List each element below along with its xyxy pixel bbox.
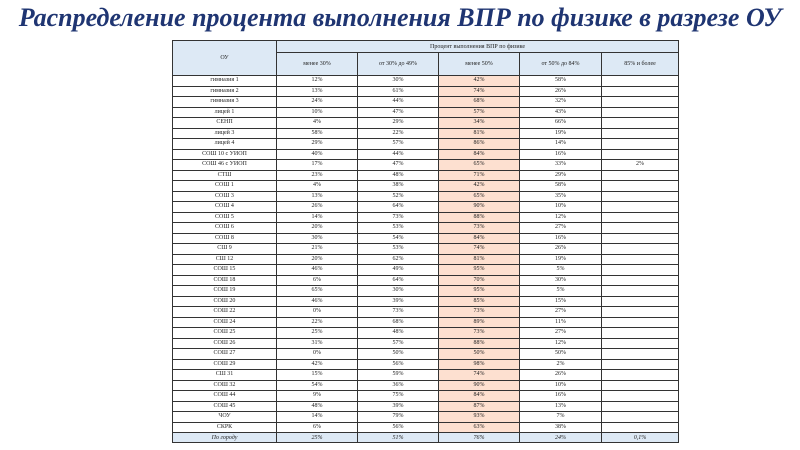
value-cell: 4%	[277, 181, 358, 192]
total-cell: 51%	[358, 433, 439, 443]
table-row	[173, 149, 679, 160]
value-cell	[602, 149, 679, 160]
value-cell: 0%	[277, 307, 358, 318]
value-cell	[602, 370, 679, 381]
value-cell: 29%	[358, 118, 439, 129]
value-cell	[602, 275, 679, 286]
value-cell: 9%	[277, 391, 358, 402]
value-cell	[602, 139, 679, 150]
page-title: Распределение процента выполнения ВПР по физике в разрезе ОУ	[18, 3, 782, 32]
table-row	[173, 349, 679, 360]
value-cell: 27%	[520, 328, 602, 339]
value-cell: 90%	[439, 380, 520, 391]
value-cell: 50%	[520, 349, 602, 360]
value-cell	[602, 349, 679, 360]
value-cell: 17%	[277, 160, 358, 171]
value-cell: 74%	[439, 86, 520, 97]
value-cell	[602, 338, 679, 349]
value-cell: 59%	[358, 370, 439, 381]
value-cell: 50%	[358, 349, 439, 360]
value-cell: 73%	[358, 212, 439, 223]
value-cell: 64%	[358, 202, 439, 213]
value-cell: 68%	[358, 317, 439, 328]
value-cell: 85%	[439, 296, 520, 307]
value-cell: 5%	[520, 286, 602, 297]
value-cell	[602, 76, 679, 87]
value-cell: 68%	[439, 97, 520, 108]
value-cell: 21%	[277, 244, 358, 255]
value-cell: 65%	[439, 191, 520, 202]
value-cell: 13%	[520, 401, 602, 412]
table-row	[173, 97, 679, 108]
school-name-cell: СЕНП	[173, 118, 277, 129]
value-cell: 95%	[439, 286, 520, 297]
value-cell: 22%	[277, 317, 358, 328]
value-cell: 26%	[520, 370, 602, 381]
value-cell	[602, 265, 679, 276]
value-cell	[602, 118, 679, 129]
value-cell: 15%	[520, 296, 602, 307]
school-name-cell: СШ 31	[173, 370, 277, 381]
table-row	[173, 118, 679, 129]
value-cell: 12%	[520, 212, 602, 223]
value-cell: 20%	[277, 223, 358, 234]
value-cell: 58%	[277, 128, 358, 139]
value-cell: 47%	[358, 160, 439, 171]
value-cell	[602, 296, 679, 307]
value-cell: 57%	[439, 107, 520, 118]
school-name-cell: гимназия 3	[173, 97, 277, 108]
value-cell: 88%	[439, 212, 520, 223]
table-row	[173, 370, 679, 381]
value-cell	[602, 328, 679, 339]
school-name-cell: СОШ 6	[173, 223, 277, 234]
value-cell: 29%	[520, 170, 602, 181]
school-name-cell: гимназия 1	[173, 76, 277, 87]
value-cell: 27%	[520, 223, 602, 234]
value-cell: 16%	[520, 391, 602, 402]
value-cell: 19%	[520, 128, 602, 139]
school-name-cell: СОШ 15	[173, 265, 277, 276]
value-cell	[602, 254, 679, 265]
value-cell: 81%	[439, 128, 520, 139]
value-cell: 61%	[358, 86, 439, 97]
value-cell: 57%	[358, 139, 439, 150]
school-name-cell: СОШ 10 с УИОП	[173, 149, 277, 160]
table-row	[173, 212, 679, 223]
school-name-cell: гимназия 2	[173, 86, 277, 97]
value-cell: 2%	[602, 160, 679, 171]
value-cell: 73%	[439, 328, 520, 339]
school-name-cell: СОШ 44	[173, 391, 277, 402]
value-cell: 12%	[520, 338, 602, 349]
value-cell: 30%	[520, 275, 602, 286]
value-cell: 24%	[277, 97, 358, 108]
header-col: от 50% до 84%	[520, 53, 602, 76]
value-cell: 88%	[439, 338, 520, 349]
value-cell: 74%	[439, 370, 520, 381]
value-cell: 30%	[277, 233, 358, 244]
value-cell	[602, 401, 679, 412]
table-row	[173, 223, 679, 234]
value-cell: 39%	[358, 401, 439, 412]
value-cell: 58%	[520, 181, 602, 192]
value-cell	[602, 181, 679, 192]
value-cell: 98%	[439, 359, 520, 370]
table-row	[173, 275, 679, 286]
table-row	[173, 107, 679, 118]
value-cell: 56%	[358, 422, 439, 433]
table-row	[173, 76, 679, 87]
value-cell: 75%	[358, 391, 439, 402]
total-cell: По городу	[173, 433, 277, 443]
value-cell: 63%	[439, 422, 520, 433]
header-col: менее 50%	[439, 53, 520, 76]
value-cell: 84%	[439, 149, 520, 160]
value-cell	[602, 380, 679, 391]
school-name-cell: лицей 1	[173, 107, 277, 118]
school-name-cell: СОШ 22	[173, 307, 277, 318]
table-row	[173, 286, 679, 297]
school-name-cell: СОШ 25	[173, 328, 277, 339]
total-cell: 0,1%	[602, 433, 679, 443]
school-name-cell: СОШ 29	[173, 359, 277, 370]
value-cell: 86%	[439, 139, 520, 150]
value-cell: 10%	[520, 380, 602, 391]
value-cell	[602, 170, 679, 181]
school-name-cell: СОШ 20	[173, 296, 277, 307]
total-cell: 76%	[439, 433, 520, 443]
value-cell: 29%	[277, 139, 358, 150]
value-cell: 89%	[439, 317, 520, 328]
table-row	[173, 86, 679, 97]
table-row	[173, 412, 679, 423]
table-row	[173, 254, 679, 265]
total-cell: 24%	[520, 433, 602, 443]
total-cell: 25%	[277, 433, 358, 443]
value-cell	[602, 202, 679, 213]
table-row	[173, 265, 679, 276]
value-cell: 31%	[277, 338, 358, 349]
value-cell: 84%	[439, 233, 520, 244]
school-name-cell: СОШ 18	[173, 275, 277, 286]
school-name-cell: СОШ 3	[173, 191, 277, 202]
value-cell: 54%	[277, 380, 358, 391]
value-cell: 30%	[358, 286, 439, 297]
value-cell: 14%	[520, 139, 602, 150]
value-cell	[602, 191, 679, 202]
school-name-cell: СОШ 45	[173, 401, 277, 412]
value-cell: 32%	[520, 97, 602, 108]
table-row	[173, 170, 679, 181]
value-cell: 74%	[439, 244, 520, 255]
value-cell: 42%	[439, 76, 520, 87]
value-cell	[602, 97, 679, 108]
value-cell	[602, 391, 679, 402]
value-cell: 26%	[277, 202, 358, 213]
value-cell: 26%	[520, 244, 602, 255]
table-row	[173, 338, 679, 349]
value-cell: 71%	[439, 170, 520, 181]
value-cell: 33%	[520, 160, 602, 171]
value-cell: 6%	[277, 275, 358, 286]
value-cell	[602, 422, 679, 433]
value-cell: 42%	[277, 359, 358, 370]
value-cell: 87%	[439, 401, 520, 412]
value-cell: 44%	[358, 97, 439, 108]
table-row	[173, 202, 679, 213]
school-name-cell: СОШ 8	[173, 233, 277, 244]
value-cell: 53%	[358, 244, 439, 255]
value-cell: 56%	[358, 359, 439, 370]
value-cell: 2%	[520, 359, 602, 370]
value-cell	[602, 212, 679, 223]
table-row	[173, 244, 679, 255]
value-cell: 47%	[358, 107, 439, 118]
table-row	[173, 128, 679, 139]
value-cell: 22%	[358, 128, 439, 139]
value-cell: 95%	[439, 265, 520, 276]
school-name-cell: лицей 3	[173, 128, 277, 139]
value-cell: 46%	[277, 296, 358, 307]
value-cell: 65%	[277, 286, 358, 297]
value-cell: 48%	[277, 401, 358, 412]
school-name-cell: СОШ 32	[173, 380, 277, 391]
school-name-cell: СОШ 46 с УИОП	[173, 160, 277, 171]
table-row	[173, 380, 679, 391]
value-cell: 66%	[520, 118, 602, 129]
value-cell: 46%	[277, 265, 358, 276]
value-cell: 0%	[277, 349, 358, 360]
table-row	[173, 160, 679, 171]
value-cell: 13%	[277, 86, 358, 97]
school-name-cell: СОШ 4	[173, 202, 277, 213]
value-cell	[602, 359, 679, 370]
value-cell: 12%	[277, 76, 358, 87]
value-cell: 81%	[439, 254, 520, 265]
value-cell	[602, 223, 679, 234]
value-cell: 11%	[520, 317, 602, 328]
value-cell: 10%	[520, 202, 602, 213]
value-cell: 43%	[520, 107, 602, 118]
table-row	[173, 296, 679, 307]
value-cell: 14%	[277, 412, 358, 423]
value-cell: 90%	[439, 202, 520, 213]
value-cell: 64%	[358, 275, 439, 286]
school-name-cell: СКРК	[173, 422, 277, 433]
value-cell: 53%	[358, 223, 439, 234]
value-cell	[602, 233, 679, 244]
value-cell: 26%	[520, 86, 602, 97]
value-cell: 79%	[358, 412, 439, 423]
table-row	[173, 422, 679, 433]
value-cell: 30%	[358, 76, 439, 87]
header-group: Процент выполнения ВПР по физике	[277, 41, 679, 53]
table-row	[173, 391, 679, 402]
value-cell: 40%	[277, 149, 358, 160]
school-name-cell: СШ 12	[173, 254, 277, 265]
table-row	[173, 317, 679, 328]
school-name-cell: СТШ	[173, 170, 277, 181]
value-cell: 93%	[439, 412, 520, 423]
value-cell: 34%	[439, 118, 520, 129]
value-cell	[602, 86, 679, 97]
value-cell	[602, 307, 679, 318]
value-cell: 54%	[358, 233, 439, 244]
value-cell: 58%	[520, 76, 602, 87]
header-col: 85% и более	[602, 53, 679, 76]
value-cell: 70%	[439, 275, 520, 286]
value-cell: 42%	[439, 181, 520, 192]
value-cell	[602, 286, 679, 297]
value-cell: 44%	[358, 149, 439, 160]
value-cell: 73%	[439, 307, 520, 318]
school-name-cell: СОШ 27	[173, 349, 277, 360]
value-cell	[602, 317, 679, 328]
header-col: от 30% до 49%	[358, 53, 439, 76]
value-cell: 6%	[277, 422, 358, 433]
table-row	[173, 307, 679, 318]
value-cell: 38%	[358, 181, 439, 192]
value-cell: 36%	[358, 380, 439, 391]
school-name-cell: лицей 4	[173, 139, 277, 150]
table-row	[173, 181, 679, 192]
value-cell: 19%	[520, 254, 602, 265]
school-name-cell: ЧОУ	[173, 412, 277, 423]
value-cell: 57%	[358, 338, 439, 349]
school-name-cell: СОШ 24	[173, 317, 277, 328]
value-cell: 4%	[277, 118, 358, 129]
value-cell: 27%	[520, 307, 602, 318]
value-cell: 16%	[520, 233, 602, 244]
value-cell: 5%	[520, 265, 602, 276]
value-cell: 25%	[277, 328, 358, 339]
value-cell: 52%	[358, 191, 439, 202]
school-name-cell: СШ 9	[173, 244, 277, 255]
header-ou: ОУ	[173, 41, 277, 76]
value-cell	[602, 412, 679, 423]
table-row	[173, 191, 679, 202]
value-cell: 48%	[358, 170, 439, 181]
value-cell: 16%	[520, 149, 602, 160]
value-cell: 35%	[520, 191, 602, 202]
value-cell: 13%	[277, 191, 358, 202]
value-cell: 15%	[277, 370, 358, 381]
value-cell: 39%	[358, 296, 439, 307]
value-cell: 73%	[439, 223, 520, 234]
value-cell: 65%	[439, 160, 520, 171]
value-cell	[602, 244, 679, 255]
value-cell: 84%	[439, 391, 520, 402]
value-cell	[602, 107, 679, 118]
table-row	[173, 233, 679, 244]
results-table	[172, 40, 679, 443]
value-cell: 50%	[439, 349, 520, 360]
value-cell: 48%	[358, 328, 439, 339]
table-row	[173, 401, 679, 412]
value-cell: 62%	[358, 254, 439, 265]
table-row	[173, 139, 679, 150]
value-cell: 73%	[358, 307, 439, 318]
school-name-cell: СОШ 26	[173, 338, 277, 349]
header-col: менее 30%	[277, 53, 358, 76]
value-cell: 23%	[277, 170, 358, 181]
value-cell: 7%	[520, 412, 602, 423]
value-cell: 14%	[277, 212, 358, 223]
school-name-cell: СОШ 5	[173, 212, 277, 223]
school-name-cell: СОШ 19	[173, 286, 277, 297]
value-cell: 20%	[277, 254, 358, 265]
total-row	[173, 433, 679, 443]
value-cell: 10%	[277, 107, 358, 118]
table-row	[173, 359, 679, 370]
value-cell: 38%	[520, 422, 602, 433]
school-name-cell: СОШ 1	[173, 181, 277, 192]
value-cell: 49%	[358, 265, 439, 276]
value-cell	[602, 128, 679, 139]
table-row	[173, 328, 679, 339]
